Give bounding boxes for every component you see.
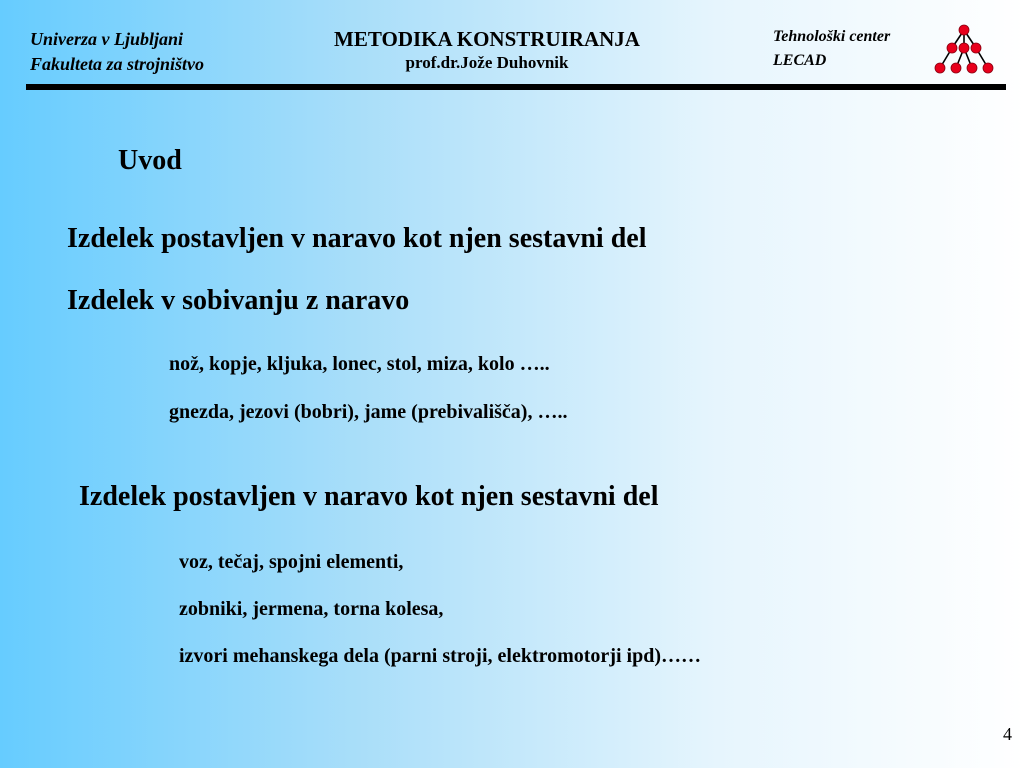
- header-center-block: [773, 25, 890, 73]
- lecad-tree-logo-icon: [932, 22, 996, 78]
- list-item: nož, kopje, kljuka, lonec, stol, miza, kolo …..: [169, 353, 550, 375]
- list-item: voz, tečaj, spojni elementi,: [179, 551, 404, 573]
- heading-product-in-nature-1: Izdelek postavljen v naravo kot njen sestavni del: [67, 223, 647, 254]
- heading-coexistence: Izdelek v sobivanju z naravo: [67, 285, 410, 316]
- header-course-block: [300, 27, 674, 74]
- slide-title: Uvod: [118, 145, 182, 176]
- page-number: 4: [1003, 724, 1012, 744]
- list-item: zobniki, jermena, torna kolesa,: [179, 598, 444, 620]
- header-university-block: [30, 27, 204, 77]
- faculty-name: Fakulteta za strojništvo: [30, 54, 205, 74]
- list-item: izvori mehanskega dela (parni stroji, elektromotorji ipd)……: [179, 645, 701, 667]
- heading-product-in-nature-2: Izdelek postavljen v naravo kot njen sestavni del: [79, 481, 659, 512]
- center-acronym: LECAD: [773, 52, 827, 69]
- list-item: gnezda, jezovi (bobri), jame (prebivališča), …..: [169, 401, 568, 423]
- course-title: METODIKA KONSTRUIRANJA: [334, 27, 640, 51]
- center-name: Tehnološki center: [773, 28, 891, 45]
- header-divider: [26, 84, 1006, 90]
- professor-name: prof.dr.Jože Duhovnik: [405, 53, 569, 72]
- university-name: Univerza v Ljubljani: [30, 29, 184, 49]
